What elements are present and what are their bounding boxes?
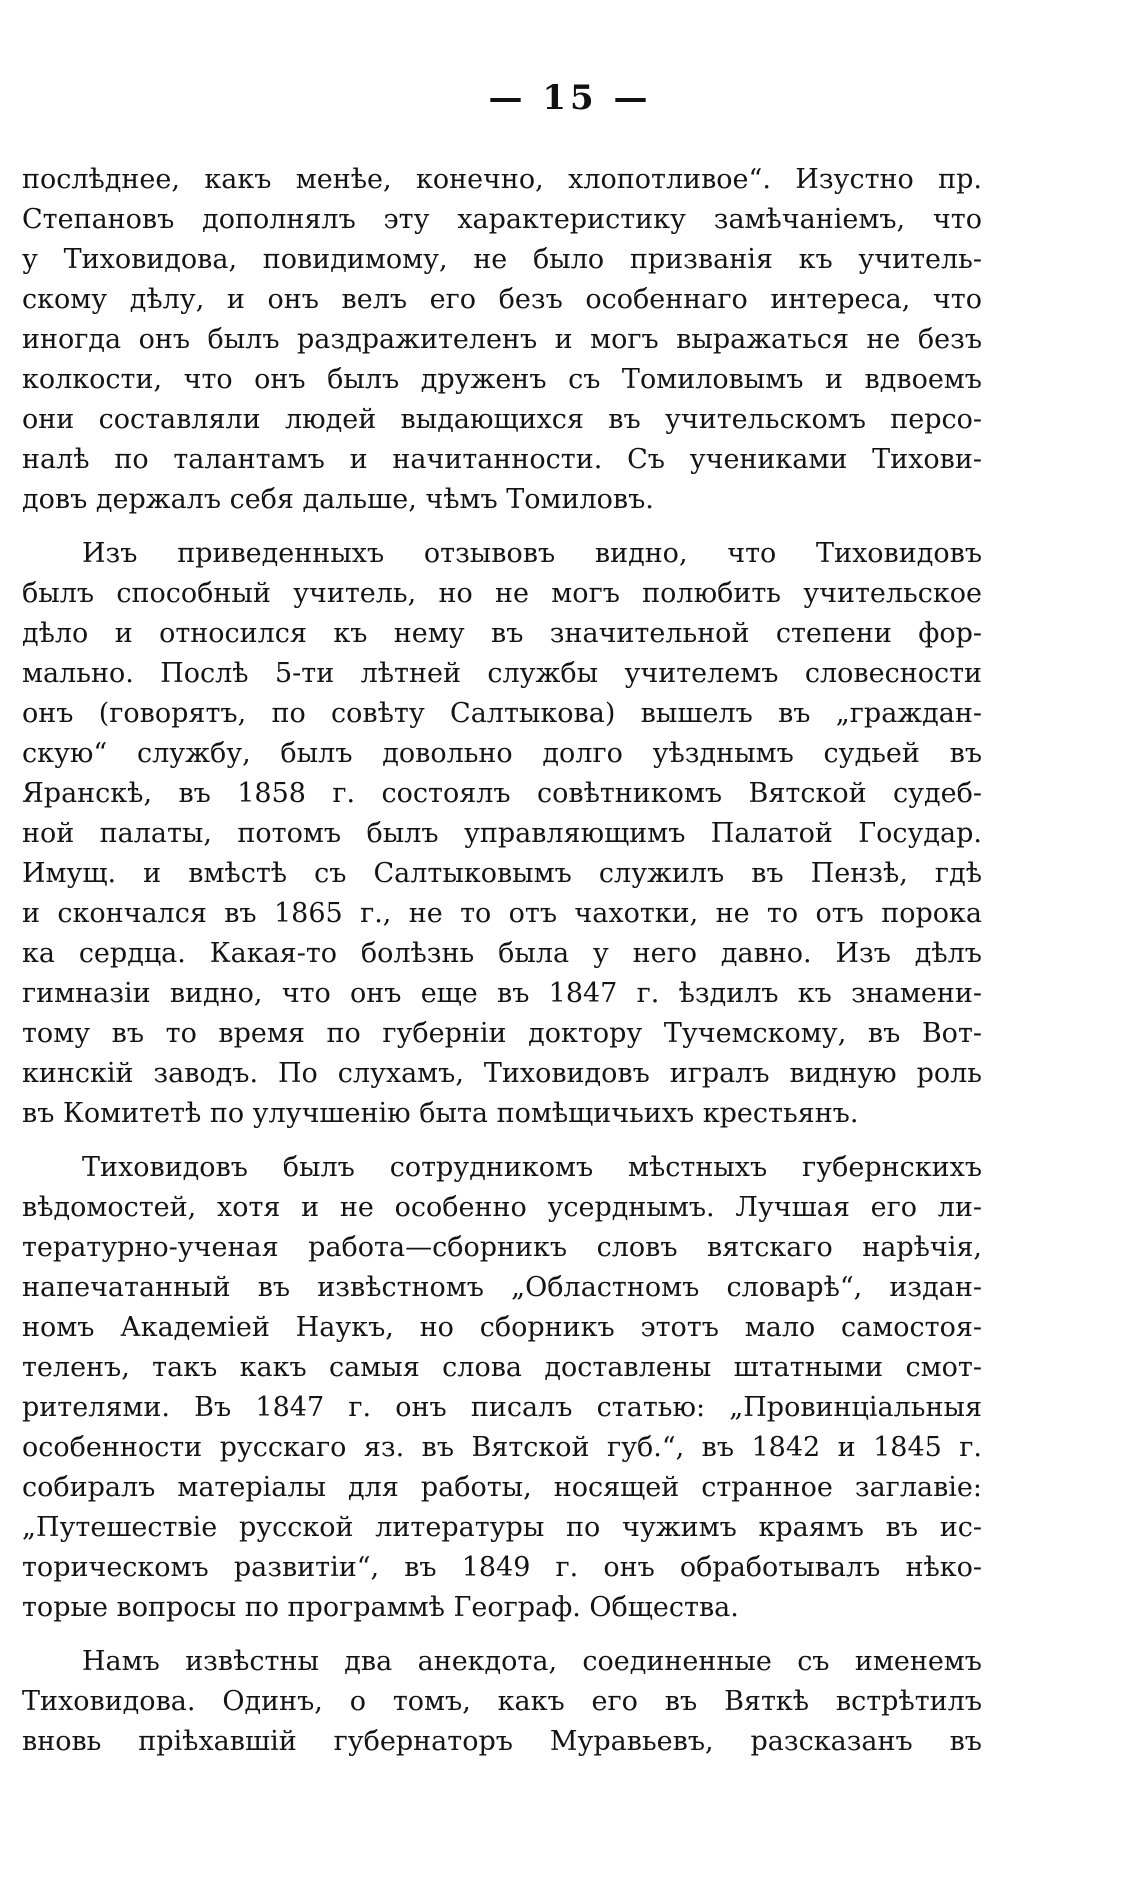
text-line: особенности русскаго яз. въ Вятской губ.“, въ 1842 и 1845 г.: [22, 1432, 982, 1463]
text-line: торые вопросы по программѣ Географ. Общества.: [22, 1592, 739, 1623]
text-line: Тиховидовъ былъ сотрудникомъ мѣстныхъ губернскихъ: [82, 1152, 982, 1183]
text-line: въ Комитетѣ по улучшенію быта помѣщичьихъ крестьянъ.: [22, 1098, 859, 1129]
text-line: колкости, что онъ былъ друженъ съ Томиловымъ и вдвоемъ: [22, 364, 982, 395]
text-line: ной палаты, потомъ былъ управляющимъ Палатой Государ.: [22, 818, 982, 849]
text-line: напечатанный въ извѣстномъ „Областномъ словарѣ“, издан-: [22, 1272, 982, 1303]
text-line: иногда онъ былъ раздражителенъ и могъ выражаться не безъ: [22, 324, 982, 355]
body-text: [22, 160, 982, 1762]
text-line: Имущ. и вмѣстѣ съ Салтыковымъ служилъ въ Пензѣ, гдѣ: [22, 858, 982, 889]
text-line: кинскій заводъ. По слухамъ, Тиховидовъ игралъ видную роль: [22, 1058, 982, 1089]
text-line: ка сердца. Какая-то болѣзнь была у него давно. Изъ дѣлъ: [22, 938, 982, 969]
text-line: торическомъ развитіи“, въ 1849 г. онъ обработывалъ нѣко-: [22, 1552, 982, 1583]
text-line: Намъ извѣстны два анекдота, соединенные съ именемъ: [82, 1646, 982, 1677]
text-line: скому дѣлу, и онъ велъ его безъ особеннаго интереса, что: [22, 284, 982, 315]
text-line: гимназіи видно, что онъ еще въ 1847 г. ѣздилъ къ знамени-: [22, 978, 982, 1009]
text-line: Изъ приведенныхъ отзывовъ видно, что Тиховидовъ: [82, 538, 982, 569]
text-line: собиралъ матеріалы для работы, носящей странное заглавіе:: [22, 1472, 982, 1503]
text-line: теленъ, такъ какъ самыя слова доставлены штатными смот-: [22, 1352, 982, 1383]
text-line: они составляли людей выдающихся въ учительскомъ персо-: [22, 404, 982, 435]
text-line: мально. Послѣ 5-ти лѣтней службы учителемъ словесности: [22, 658, 982, 689]
text-line: послѣднее, какъ менѣе, конечно, хлопотливое“. Изустно пр.: [22, 164, 982, 195]
text-line: рителями. Въ 1847 г. онъ писалъ статью: „Провинціальныя: [22, 1392, 982, 1423]
text-line: „Путешествіе русской литературы по чужимъ краямъ въ ис-: [22, 1512, 982, 1543]
text-line: скую“ службу, былъ довольно долго уѣзднымъ судьей въ: [22, 738, 982, 769]
page-number: — 15 —: [488, 78, 652, 118]
text-line: дѣло и относился къ нему въ значительной степени фор-: [22, 618, 982, 649]
text-line: и скончался въ 1865 г., не то отъ чахотки, не то отъ порока: [22, 898, 982, 929]
text-line: Яранскѣ, въ 1858 г. состоялъ совѣтникомъ Вятской судеб-: [22, 778, 982, 809]
paragraph-gap: [22, 520, 982, 534]
text-line: налѣ по талантамъ и начитанности. Съ учениками Тихови-: [22, 444, 982, 475]
text-line: онъ (говорятъ, по совѣту Салтыкова) вышелъ въ „граждан-: [22, 698, 982, 729]
text-line: Степановъ дополнялъ эту характеристику замѣчаніемъ, что: [22, 204, 982, 235]
text-line: у Тиховидова, повидимому, не было призванія къ учитель-: [22, 244, 982, 275]
text-line: тому въ то время по губерніи доктору Тучемскому, въ Вот-: [22, 1018, 982, 1049]
paragraph-gap: [22, 1134, 982, 1148]
text-line: Тиховидова. Одинъ, о томъ, какъ его въ Вяткѣ встрѣтилъ: [22, 1686, 982, 1717]
text-line: номъ Академіей Наукъ, но сборникъ этотъ мало самостоя-: [22, 1312, 982, 1343]
text-line: тературно-ученая работа—сборникъ словъ вятскаго нарѣчія,: [22, 1232, 982, 1263]
text-line: былъ способный учитель, но не могъ полюбить учительское: [22, 578, 982, 609]
text-line: довъ держалъ себя дальше, чѣмъ Томиловъ.: [22, 484, 654, 515]
text-line: вновь пріѣхавшій губернаторъ Муравьевъ, разсказанъ въ: [22, 1726, 982, 1757]
paragraph-gap: [22, 1628, 982, 1642]
text-line: вѣдомостей, хотя и не особенно усерднымъ. Лучшая его ли-: [22, 1192, 982, 1223]
